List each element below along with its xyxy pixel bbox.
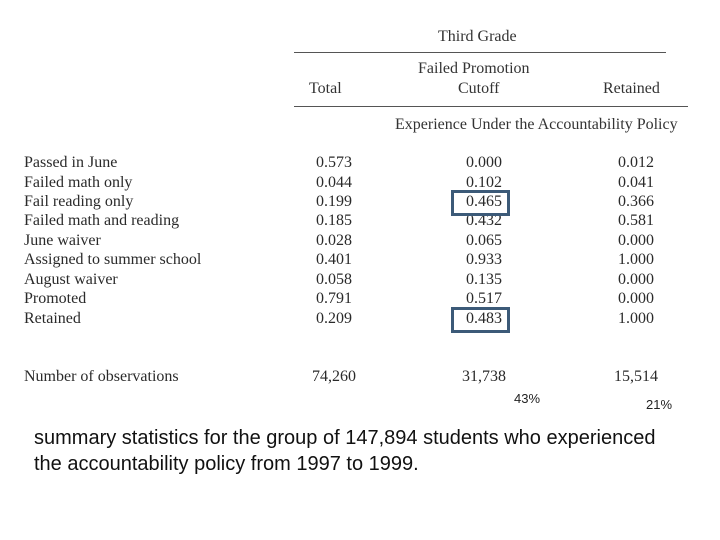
row-label: Fail reading only	[24, 193, 134, 210]
row-label: June waiver	[24, 232, 101, 249]
col-header-failed-line1: Failed Promotion	[418, 60, 530, 77]
cell-retained: 1.000	[618, 251, 654, 268]
cell-total: 0.573	[316, 154, 352, 171]
cell-total: 0.209	[316, 310, 352, 327]
cell-total: 0.199	[316, 193, 352, 210]
highlight-box-fail-reading	[451, 190, 510, 216]
cell-total: 0.044	[316, 174, 352, 191]
grade-heading: Third Grade	[438, 28, 517, 45]
cell-retained: 1.000	[618, 310, 654, 327]
row-label: Failed math only	[24, 174, 133, 191]
cell-failed: 0.135	[466, 271, 502, 288]
cell-failed: 0.000	[466, 154, 502, 171]
row-label: Promoted	[24, 290, 87, 307]
cell-total: 0.185	[316, 212, 352, 229]
cell-retained: 0.041	[618, 174, 654, 191]
cell-retained: 0.000	[618, 271, 654, 288]
cell-retained: 0.000	[618, 290, 654, 307]
cell-retained: 0.581	[618, 212, 654, 229]
cell-total: 0.791	[316, 290, 352, 307]
cell-failed: 0.517	[466, 290, 502, 307]
row-label: Retained	[24, 310, 81, 327]
cell-failed: 0.933	[466, 251, 502, 268]
summary-caption: summary statistics for the group of 147,894 students who experienced the accountability policy from 1997 to 1999.	[34, 427, 656, 475]
observations-label: Number of observations	[24, 368, 179, 385]
col-header-failed-line2: Cutoff	[458, 80, 500, 97]
observations-total: 74,260	[312, 368, 356, 385]
col-header-retained: Retained	[603, 80, 660, 97]
col-header-total: Total	[309, 80, 342, 97]
cell-failed: 0.102	[466, 174, 502, 191]
cell-failed: 0.065	[466, 232, 502, 249]
row-label: August waiver	[24, 271, 118, 288]
cell-total: 0.028	[316, 232, 352, 249]
table-subheading: Experience Under the Accountability Policy	[395, 116, 678, 133]
observations-retained: 15,514	[614, 368, 658, 385]
cell-failed: 0.432	[466, 212, 502, 229]
cell-retained: 0.012	[618, 154, 654, 171]
column-header-rule	[294, 106, 688, 107]
row-label: Failed math and reading	[24, 212, 180, 229]
highlight-box-retained	[451, 307, 510, 333]
cell-total: 0.058	[316, 271, 352, 288]
failed-percentage-annotation: 43%	[514, 391, 541, 406]
retained-percentage-annotation: 21%	[646, 397, 673, 412]
grade-heading-rule	[294, 52, 666, 53]
cell-retained: 0.000	[618, 232, 654, 249]
cell-retained: 0.366	[618, 193, 654, 210]
observations-failed: 31,738	[462, 368, 506, 385]
row-label: Passed in June	[24, 154, 118, 171]
cell-failed: 0.465	[466, 193, 502, 210]
cell-total: 0.401	[316, 251, 352, 268]
row-label: Assigned to summer school	[24, 251, 202, 268]
cell-failed: 0.483	[466, 310, 502, 327]
